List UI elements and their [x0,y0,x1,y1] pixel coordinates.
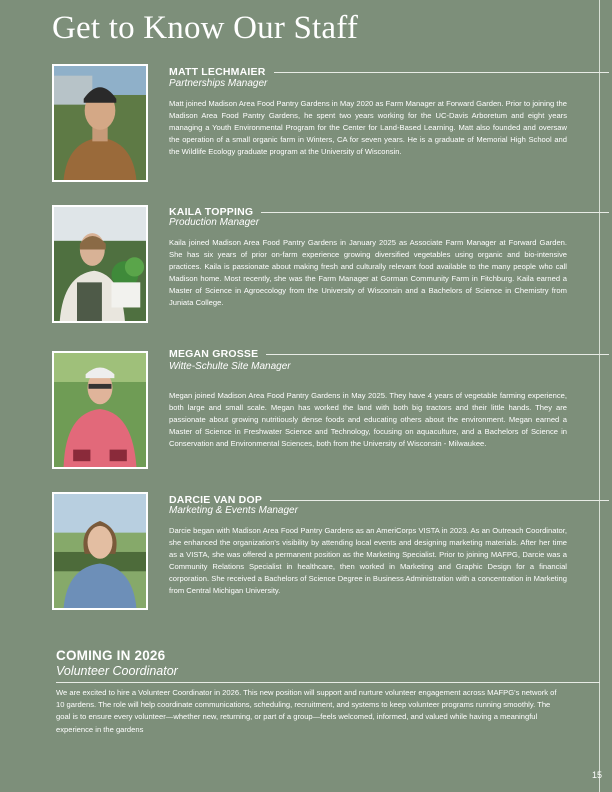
divider [270,500,609,501]
staff-bio: Matt joined Madison Area Food Pantry Gardens in May 2020 as Farm Manager at Forward Garden. Prior to joining the Madison Area Food Pantry Gardens, he spent two years working for the UC-Davis Arboretum and eight years managing a Youth Environmental Program for the Center for Land-Based Learning. Matt also founded and oversaw the operation of a small organic farm in Winters, CA for seven years. He is a graduate of Memorial High School and the Wildlife Ecology graduate program at the University of Wisconsin. [169,99,567,157]
divider [56,682,600,683]
coming-text: We are excited to hire a Volunteer Coordinator in 2026. This new position will support and nurture volunteer engagement across MAFPG's network of 10 gardens. The role will help coordinate communications, scheduling, recruitment, and systems to keep volunteer programs running smoothly. The goal is to ensure every volunteer—whether new, returning, or part of a group—feels welcomed, informed, and valued while having a meaningful experience in the gardens [56,688,557,734]
staff-name-row [169,66,609,78]
coming-title: COMING IN 2026 [56,648,166,663]
staff-bio: Kaila joined Madison Area Food Pantry Gardens in January 2025 as Associate Farm Manager at Forward Garden. She has six years of prior on-farm experience growing diversified vegetables using organic and bio-intensive practices. Kaila is passionate about making fresh and culturally relevant food available to the many people who call Madison home. Most recently, she was the Farm Manager at Gorman Community Farm in Fitchburg. Kaila earned a Master of Science in Agroecology from the University of Wisconsin and a Bachelors of Science in Chemistry from Juniata College. [169,238,567,308]
staff-role: Production Manager [169,217,260,228]
divider [261,212,609,213]
staff-bio: Darcie began with Madison Area Food Pantry Gardens as an AmeriCorps VISTA in 2023. As an Outreach Coordinator, she enhanced the organization's visibility by attending local events and designing marketing materials. After her time as a VISTA, she was offered a permanent position as the Marketing Specialist. Prior to joining MAFPG, Darcie was a Community Relations Specialist in healthcare, then worked in Marketing and Graphic Design for a financial corporation. She received a Bachelors of Science Degree in Business Administration with a concentration in Marketing from Central Michigan University. [169,526,567,596]
staff-role: Marketing & Events Manager [169,505,298,516]
staff-name: MEGAN GROSSE [169,348,259,360]
staff-photo-kaila [52,205,148,323]
staff-role: Witte-Schulte Site Manager [169,361,291,372]
coming-role: Volunteer Coordinator [56,664,178,678]
staff-name-row [169,348,609,360]
page-title: Get to Know Our Staff [52,10,359,46]
staff-bio: Megan joined Madison Area Food Pantry Gardens in May 2025. They have 4 years of vegetable farming experience, both large and small scale. Megan has worked the land with both big tractors and their little hands. They are passionate about growing nutritiously dense foods and educating others about the environment. Megan earned a Master of Science in Freshwater Science and Technology, focusing on aquaculture, and a Bachelors of Science in Conservation and Environmental Sciences, both from the University of Wisconsin - Milwaukee. [169,391,567,449]
staff-photo-darcie [52,492,148,610]
page-number: 15 [592,770,603,780]
staff-role: Partnerships Manager [169,78,268,89]
staff-name: MATT LECHMAIER [169,66,266,78]
right-rule [599,0,600,792]
staff-photo-megan [52,351,148,469]
divider [274,72,609,73]
divider [266,354,609,355]
staff-photo-matt [52,64,148,182]
staff-name: KAILA TOPPING [169,206,254,218]
staff-name: DARCIE VAN DOP [169,494,263,506]
